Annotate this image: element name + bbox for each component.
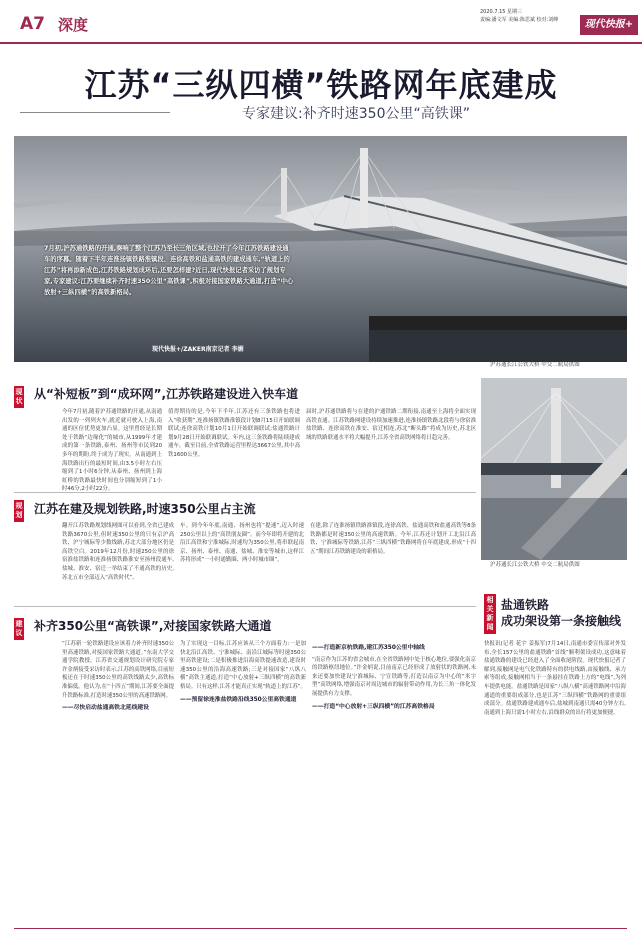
related-news-body: 快报讯(记者 花宇 姜振军)7月14日,南通市委宣传部对外发布,全长157公里的盐通铁路“首线”顺利架设成功,这意味着盐通铁路的建设已经进入了全面收尾阶段。现代快报记者了解到,接触网是电气化铁路特有的供电线路,由接触线、承力索等组成,接触网相当于一条悬挂在铁路上方的“电线”,为列车提供电能。盐通铁路是国家“八纵八横”高速铁路网中沿海通道的重要组成部分,也是江苏“三纵四横”铁路网的重要组成部分。盐通铁路建成通车后,盐城到南通只需40分钟左右,南通到上海只需1小时左右,沿线群众的出行将更加便捷。 [484,641,626,716]
subtitle-2: ——预留徐连淮盐铁路沿线350公里高铁通道 [180,696,297,703]
inset-caption: 沪苏通长江公铁大桥 中交二航局供图 [490,362,580,368]
related-news-tag: 相 关 新 闻 [484,594,496,634]
editors-line: 责编:潘文军 美编:陈思斌 校对:刘峰 [480,17,559,23]
subtitle-rule [20,112,170,113]
article-1-title: 从“补短板”到“成环网”,江苏铁路建设进入快车道 [34,387,299,401]
photo-caption: 7月初,沪苏通铁路的开通,奏响了整个江苏乃至长三角区域,也拉开了今年江苏铁路建设通车的序幕。随着下半年连淮扬镇铁路淮镇段、连徐高铁和盐通高铁的建成通车,“轨道上的江苏”将再添新成色,江苏铁路规划成环后,还要怎样建?近日,现代快报记者采访了规划专家,专家建议:江苏要继续补齐时速350公里“高铁课”,积极对接国家铁路大通道,打造“中心放射+三纵四横”的高铁新格局。 [44,245,294,296]
divider [14,492,476,493]
photo-credit: 现代快报+/ZAKER南京记者 李媚 [152,346,244,353]
article-2-col-2: 车。到今年年底,南通、扬州也将“提速”,迈入时速250公里以上的“高铁朋友圈”。而今年即将开建的北沿江高铁和宁淮城际,时速均为350公里,将串联起南京、扬州、泰州、南通、盐城、淮安等城市,这样江苏将形成“一小时通勤圈、两小时城市圈”。 [180,523,304,564]
date-line: 2020.7.15 星期三 [480,9,523,15]
article-3-text-2: 为了实现这一目标,江苏应该从三个方面着力:一是加快北沿江高铁、宁淮城际、南沿江城际等时速350公里高铁建设;二是积极推进沿海高铁提速改造,建设时速350公里的沿海高速铁路;三是对接国家“八纵八横”高铁主通道,打造“中心放射+三纵四横”的高铁新格局。只有这样,江苏才能真正实现“轨道上的江苏”。 [180,641,306,690]
inset-caption-2: 沪苏通长江公铁大桥 中交二航局供图 [490,562,580,568]
article-1-col-1: 今年7月初,随着沪苏通铁路的开通,从南通出发的一列列火车,就近就可驶入上海,南通的区位优势更加凸显。这里曾经是长期处于铁路“边缘化”的城市,从1999年才建成的第一条铁路,泰州、扬州等市民到20多年的期盼,终于成为了现实。从南通到上海铁路出行的最短时间,由3.5小时左右压缩到了1小时6分钟,从泰州、扬州到上海虹桥的铁路最快时间也分别缩短到了1小时46分,2小时22分。 [62,409,162,493]
article-3-text-1: “江苏新一轮铁路建设应该着力补齐时速350公里高速铁路,对接国家铁路大通道。”东南大学交通学院教授、江苏省交通规划设计研究院专家许金炳接受采访时表示,江苏的高铁网络,目前短板还在于时速350公里的高铁线路太少,高铁标准偏低。他认为,在“十四五”期间,江苏要全面提升铁路标准,打造时速350公里的高速铁路网。 [62,641,174,699]
tag-plan: 规 划 [14,500,24,522]
subtitle-4: ——打造“中心放射+三纵四横”的江苏高铁格局 [312,703,435,710]
subtitle: 专家建议:补齐时速350公里“高铁课” [242,106,470,122]
article-1-col-3: 届时,沪苏通铁路将与在建的沪通铁路二期衔接,南通至上海将全面实现高铁直通。江苏铁路网建设持续加速推进,连淮扬镇铁路北段将与徐宿淮盐铁路、连徐高铁在淮安、宿迁相连,苏北“断头路”将成为历史,苏北区域的铁路联通水平将大幅提升,江苏全省高铁网络将日趋完善。 [306,409,476,441]
page-number: A7 [20,14,45,34]
article-3-title: 补齐350公里“高铁课”,对接国家铁路大通道 [34,619,272,633]
article-3-col-2 [180,640,306,920]
section-name: 深度 [58,16,89,34]
divider [14,606,476,607]
article-3-col-1 [62,640,174,920]
bridge-inset-illustration [481,378,627,560]
editor-meta [480,8,580,24]
side-photo [481,378,627,560]
related-news-title: 盐通铁路 成功架设第一条接触线 [501,598,622,628]
article-3-text-3: “南京作为江苏的省会城市,在全省铁路网中处于核心地位,要强化南京的铁路枢纽地位。”许金炳说,目前南京已经形成了放射状的铁路网,未来还要加快建设宁淮城际、宁宣铁路等,打造以南京为中心的“米字型”高铁网络,增强南京对周边城市的辐射带动作用,为长三角一体化发展提供有力支撑。 [312,656,476,697]
article-2-title: 江苏在建及规划铁路,时速350公里占主流 [34,502,256,516]
brand-logo: 现代快报+ [580,15,638,35]
article-1-col-2: 值得期待的是,今年下半年,江苏还有三条铁路也将进入“收获期”,连淮扬镇铁路淮镇段计划8月15日开始联调联试;连徐高铁计划10月1日开始联调联试;盐通铁路计划9月28日开始联调联试。年内,这三条铁路将陆续建成通车。截至目前,全省铁路运营里程达3667公里,其中高铁1600公里。 [168,409,300,458]
bottom-rule [14,928,627,929]
article-2-col-1: 翻开江苏铁路规划线网图可以看到,全省已建成铁路3670公里,但时速350公里的只有京沪高铁、沪宁城际等少数线路,苏北大部分地区仍是高铁空白。2019年12月份,时速250公里的徐宿淮盐铁路和连淮扬镇铁路淮安至扬州段通车,盐城、淮安、宿迁一举结束了不通高铁的历史,苏北五市全部迈入“高铁时代”。 [62,523,174,581]
tag-status: 现 状 [14,386,24,408]
article-3-col-3 [312,640,476,920]
article-2-col-3: 在建,除了连淮扬镇铁路淮镇段,连徐高铁、盐通高铁和盐通高铁等8条铁路都是时速350公里的高速铁路。今年,江苏还计划开工北沿江高铁、宁淮城际等铁路,江苏“三纵四横”铁路网将在年底建成,形成“十四五”期间江苏铁路建设的新格局。 [310,523,476,555]
headline: 江苏“三纵四横”铁路网年底建成 [84,66,558,104]
subtitle-3: ——打造新京杭铁路,建江苏350公里中轴线 [312,645,425,651]
subtitle-1: ——尽快启动盐通高铁北延线建设 [62,705,149,712]
page-header [0,0,642,44]
tag-suggestion: 建 议 [14,618,24,640]
